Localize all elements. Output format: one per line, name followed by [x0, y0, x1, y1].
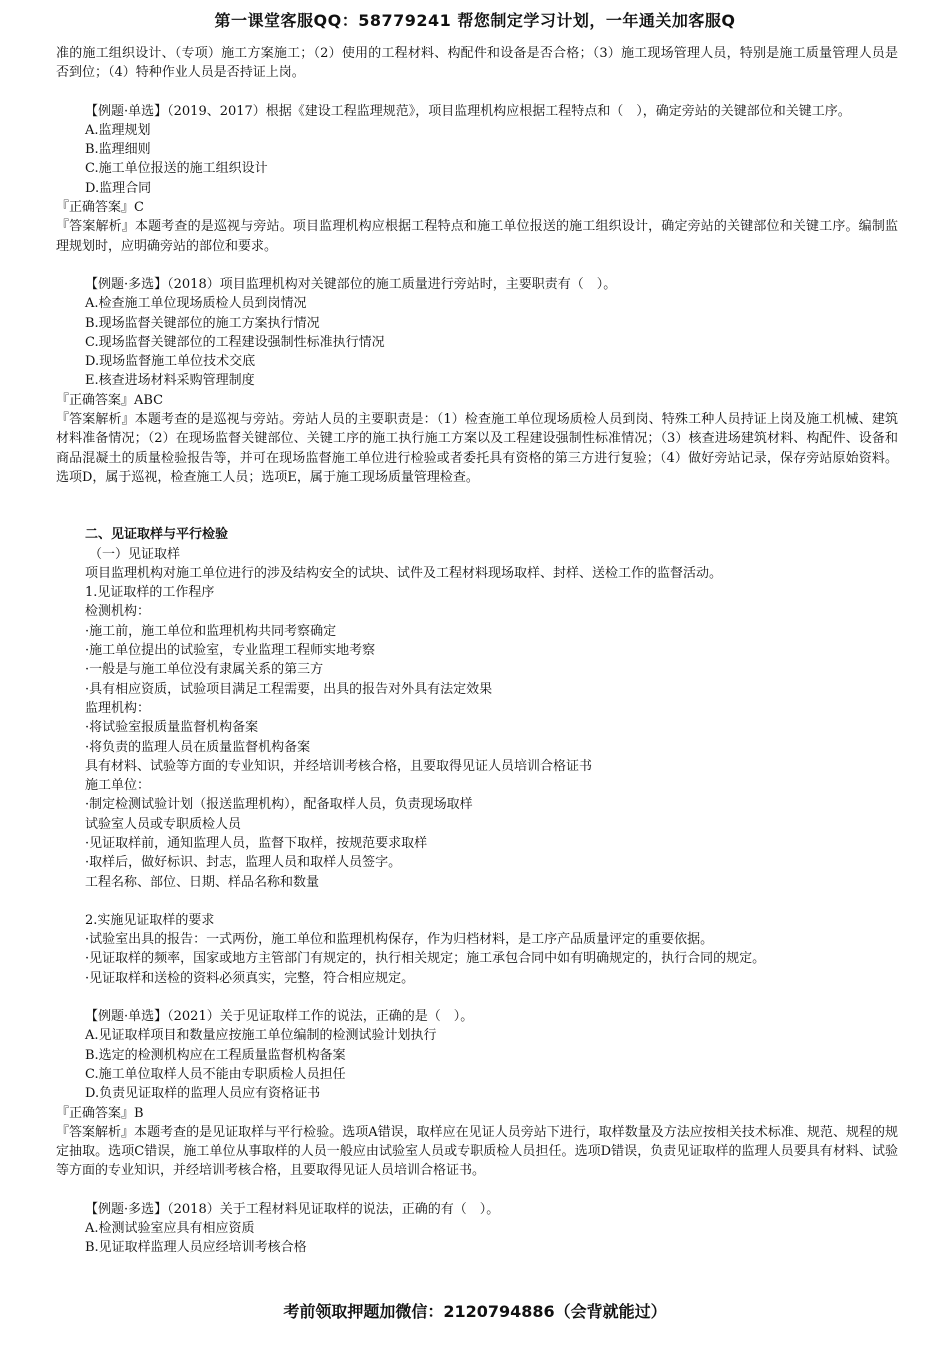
page-footer: 考前领取押题加微信：2120794886（会背就能过）	[283, 1302, 667, 1321]
procedure-line: 检测机构：	[85, 604, 151, 620]
q3-option-b: B.选定的检测机构应在工程质量监督机构备案	[85, 1047, 346, 1063]
q2-option-a: A.检查施工单位现场质检人员到岗情况	[85, 296, 307, 312]
q1-option-d: D.监理合同	[85, 180, 152, 196]
q1-stem: 【例题·单选】（2019、2017）根据《建设工程监理规范》，项目监理机构应根据工程特点和（ ），确定旁站的关键部位和关键工序。	[85, 103, 851, 119]
procedure-line: 监理机构：	[85, 700, 151, 716]
intro-paragraph: 准的施工组织设计、（专项）施工方案施工；（2）使用的工程材料、构配件和设备是否合格；（3）施工现场管理人员，特别是施工质量管理人员是否到位；（4）特种作业人员是否持证上岗。	[56, 46, 898, 81]
q1-answer: 『正确答案』C	[56, 200, 144, 216]
requirement-line: ·试验室出具的报告：一式两份，施工单位和监理机构保存，作为归档材料，是工序产品质量评定的重要依据。	[85, 932, 714, 948]
q1-option-c: C.施工单位报送的施工组织设计	[85, 161, 268, 177]
procedure-title: 1.见证取样的工作程序	[85, 585, 215, 601]
page-header: 第一课堂客服QQ：58779241 帮您制定学习计划，一年通关加客服Q	[214, 11, 736, 30]
procedure-line: ·一般是与施工单位没有隶属关系的第三方	[85, 662, 324, 678]
requirement-line: ·见证取样的频率，国家或地方主管部门有规定的，执行相关规定；施工承包合同中如有明确规定的，执行合同的规定。	[85, 951, 766, 967]
procedure-line: ·施工前，施工单位和监理机构共同考察确定	[85, 623, 337, 639]
q4-option-a: A.检测试验室应具有相应资质	[85, 1221, 255, 1237]
q2-answer: 『正确答案』ABC	[56, 392, 164, 408]
q1-analysis: 『答案解析』本题考查的是巡视与旁站。项目监理机构应根据工程特点和施工单位报送的施工组织设计，确定旁站的关键部位和关键工序。编制监理规划时，应明确旁站的部位和要求。	[56, 219, 898, 254]
procedure-line: ·制定检测试验计划（报送监理机构），配备取样人员，负责现场取样	[85, 797, 473, 813]
q4-stem: 【例题·多选】（2018）关于工程材料见证取样的说法，正确的有（ ）。	[85, 1201, 500, 1217]
document-body	[56, 44, 898, 1258]
section-title: 二、见证取样与平行检验	[85, 527, 229, 543]
q2-option-d: D.现场监督施工单位技术交底	[85, 354, 256, 370]
section-subtitle: （一）见证取样	[89, 546, 181, 562]
q2-option-e: E.核查进场材料采购管理制度	[85, 373, 255, 389]
procedure-line: 工程名称、部位、日期、样品名称和数量	[85, 874, 320, 890]
procedure-line: ·具有相应资质，试验项目满足工程需要，出具的报告对外具有法定效果	[85, 681, 493, 697]
q3-option-a: A.见证取样项目和数量应按施工单位编制的检测试验计划执行	[85, 1028, 437, 1044]
q3-analysis: 『答案解析』本题考查的是见证取样与平行检验。选项A错误，取样应在见证人员旁站下进行，取样数量及方法应按相关技术标准、规范、规程的规定抽取。选项C错误，施工单位从事取样的人员一般应由试验室人员或专职质检人员担任。选项D错误，负责见证取样的监理人员要具有材料、试验等方面的专业知识，并经培训考核合格，且要取得见证人员培训合格证书。	[56, 1124, 898, 1179]
q3-stem: 【例题·单选】（2021）关于见证取样工作的说法，正确的是（ ）。	[85, 1009, 474, 1025]
q3-option-d: D.负责见证取样的监理人员应有资格证书	[85, 1086, 321, 1102]
q3-answer: 『正确答案』B	[56, 1105, 144, 1121]
q2-option-b: B.现场监督关键部位的施工方案执行情况	[85, 315, 320, 331]
procedure-line: ·施工单位提出的试验室，专业监理工程师实地考察	[85, 643, 376, 659]
procedure-line: ·见证取样前，通知监理人员，监督下取样，按规范要求取样	[85, 835, 428, 851]
q4-option-b: B.见证取样监理人员应经培训考核合格	[85, 1240, 307, 1256]
section-definition: 项目监理机构对施工单位进行的涉及结构安全的试块、试件及工程材料现场取样、封样、送检工作的监督活动。	[85, 565, 723, 581]
q2-stem: 【例题·多选】（2018）项目监理机构对关键部位的施工质量进行旁站时，主要职责有（ ）。	[85, 276, 617, 292]
procedure-line: 试验室人员或专职质检人员	[85, 816, 242, 832]
requirements-title: 2.实施见证取样的要求	[85, 912, 215, 928]
procedure-line: ·取样后，做好标识、封志，监理人员和取样人员签字。	[85, 855, 402, 871]
q3-option-c: C.施工单位取样人员不能由专职质检人员担任	[85, 1066, 346, 1082]
procedure-line: 具有材料、试验等方面的专业知识，并经培训考核合格，且要取得见证人员培训合格证书	[85, 758, 593, 774]
procedure-line: 施工单位：	[85, 778, 151, 794]
requirement-line: ·见证取样和送检的资料必须真实，完整，符合相应规定。	[85, 970, 415, 986]
procedure-line: ·将负责的监理人员在质量监督机构备案	[85, 739, 311, 755]
q1-option-a: A.监理规划	[85, 122, 151, 138]
procedure-line: ·将试验室报质量监督机构备案	[85, 720, 259, 736]
q1-option-b: B.监理细则	[85, 142, 151, 158]
q2-analysis: 『答案解析』本题考查的是巡视与旁站。旁站人员的主要职责是：（1）检查施工单位现场质检人员到岗、特殊工种人员持证上岗及施工机械、建筑材料准备情况；（2）在现场监督关键部位、关键工序的施工执行施工方案以及工程建设强制性标准情况；（3）核查进场建筑材料、构配件、设备和商品混凝土的质量检验报告等，并可在现场监督施工单位进行检验或者委托具有资格的第三方进行复验；（4）做好旁站记录，保存旁站原始资料。选项D，属于巡视，检查施工人员；选项E，属于施工现场质量管理检查。	[56, 412, 898, 485]
q2-option-c: C.现场监督关键部位的工程建设强制性标准执行情况	[85, 334, 385, 350]
